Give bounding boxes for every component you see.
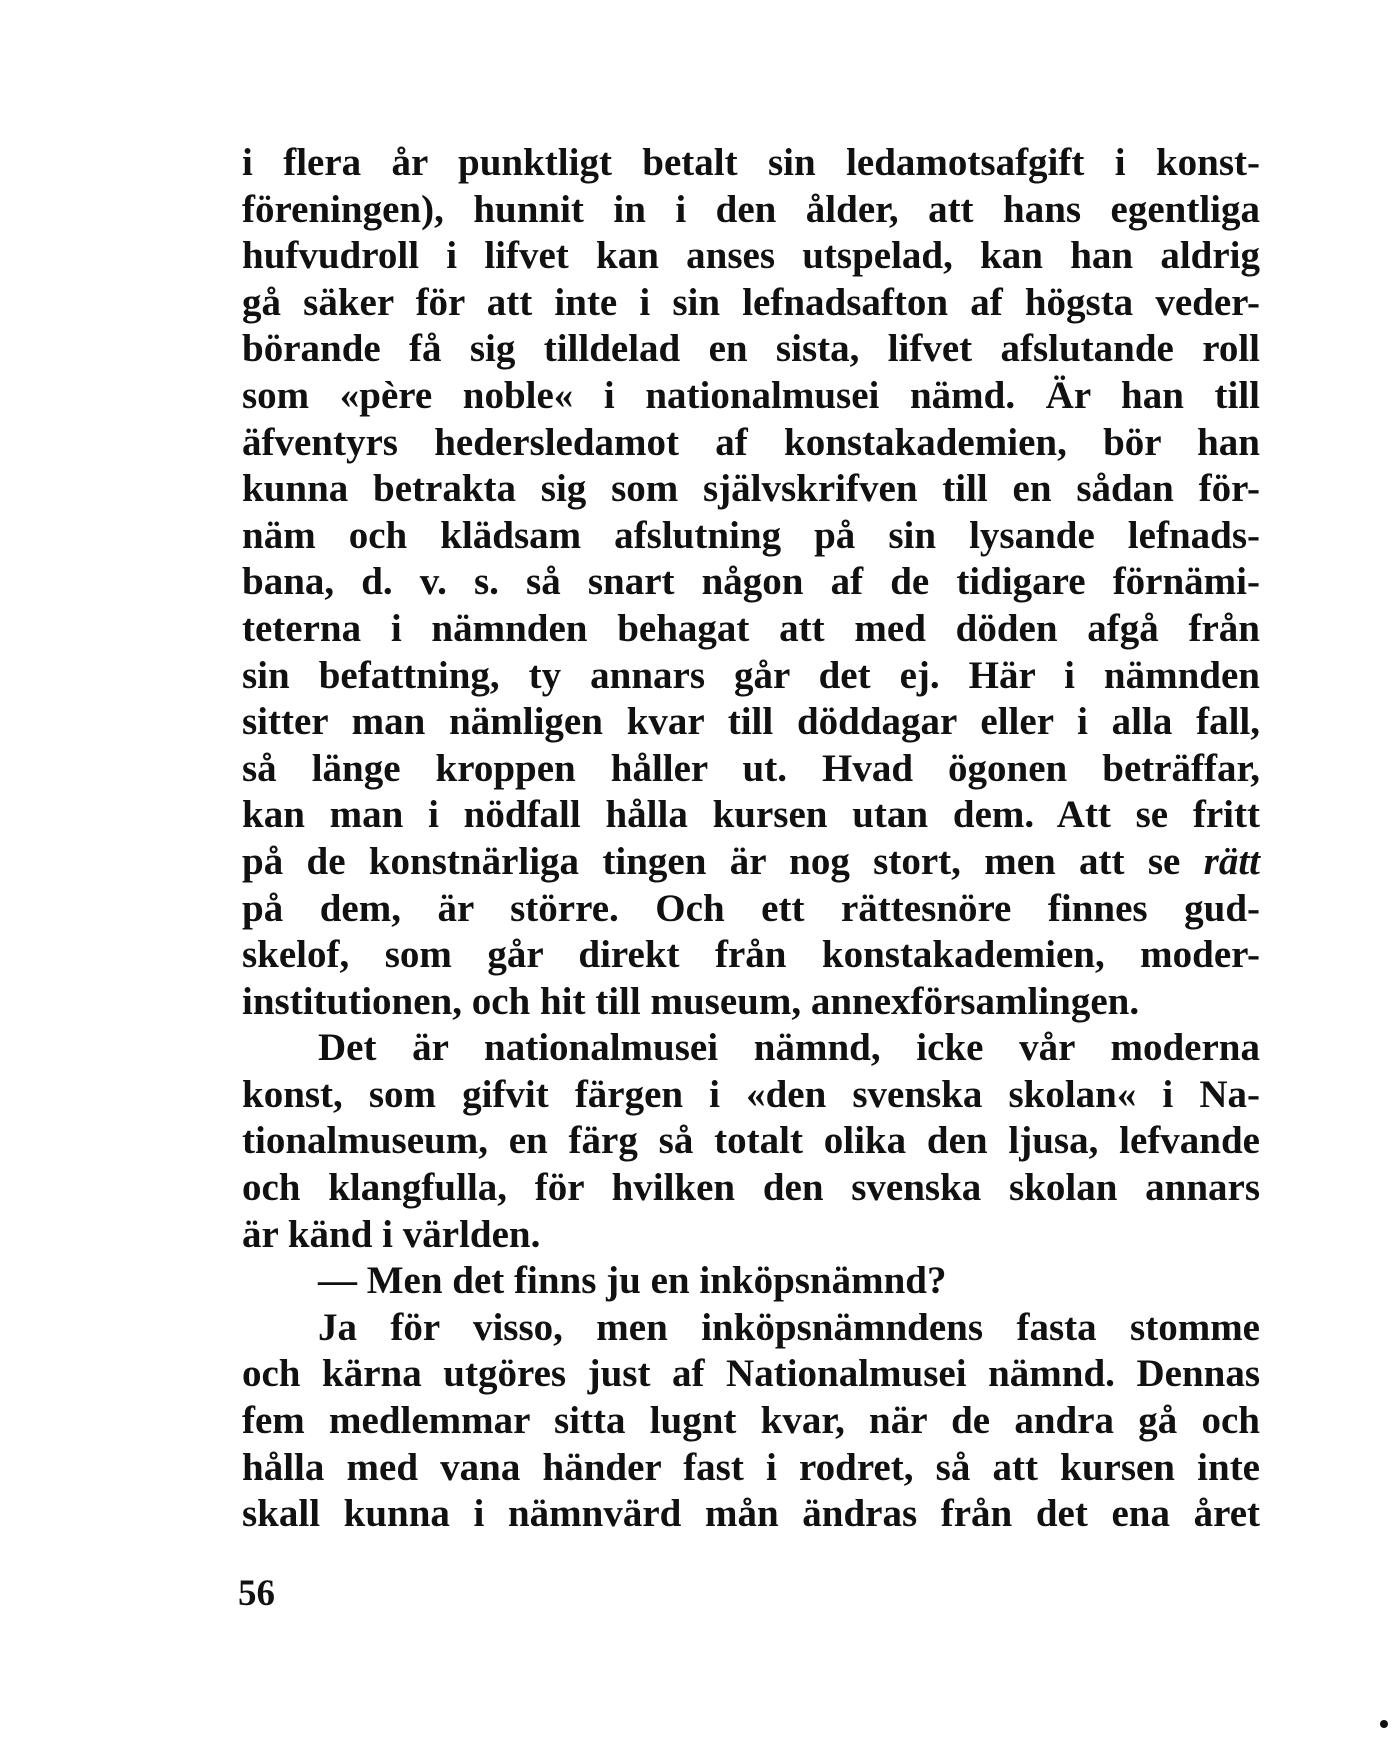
text-line: hufvudroll i lifvet kan anses utspelad, kan han aldrig bbox=[242, 234, 1260, 278]
text-line: börande få sig tilldelad en sista, lifvet afslutande roll bbox=[242, 327, 1260, 371]
text-line-segment: på de konstnärliga tingen är nog stort, men att se bbox=[242, 839, 1181, 883]
text-line: fem medlemmar sitta lugnt kvar, när de andra gå och bbox=[242, 1399, 1260, 1443]
text-line: sitter man nämligen kvar till döddagar eller i alla fall, bbox=[242, 700, 1260, 744]
text-line: sin befattning, ty annars går det ej. Här i nämnden bbox=[242, 653, 1260, 697]
text-line: bana, d. v. s. så snart någon af de tidigare förnämi- bbox=[242, 560, 1260, 604]
text-line: och klangfulla, för hvilken den svenska skolan annars bbox=[242, 1166, 1260, 1210]
text-line: kan man i nödfall hålla kursen utan dem. Att se fritt bbox=[242, 793, 1260, 837]
text-line: gå säker för att inte i sin lefnadsafton af högsta veder- bbox=[242, 280, 1260, 324]
paragraph-start-line: Ja för visso, men inköpsnämndens fasta stomme bbox=[318, 1305, 1260, 1349]
text-line: i flera år punktligt betalt sin ledamotsafgift i konst- bbox=[242, 141, 1260, 184]
text-line: konst, som gifvit färgen i «den svenska skolan« i Na- bbox=[242, 1072, 1260, 1116]
emphasis-word: rätt bbox=[1203, 839, 1261, 883]
text-line: så länge kroppen håller ut. Hvad ögonen beträffar, bbox=[242, 746, 1260, 790]
ink-speck bbox=[1380, 1720, 1388, 1728]
text-line: teterna i nämnden behagat att med döden afgå från bbox=[242, 606, 1260, 650]
text-line: näm och klädsam afslutning på sin lysande lefnads- bbox=[242, 513, 1260, 557]
text-line: institutionen, och hit till museum, annexförsamlingen. bbox=[242, 979, 1140, 1023]
text-line-with-emphasis bbox=[242, 839, 1260, 886]
text-line: tionalmuseum, en färg så totalt olika den ljusa, lefvande bbox=[242, 1119, 1260, 1163]
text-line: hålla med vana händer fast i rodret, så att kursen inte bbox=[242, 1445, 1260, 1489]
page-number: 56 bbox=[238, 1573, 275, 1614]
text-line: kunna betrakta sig som självskrifven till en sådan för- bbox=[242, 467, 1260, 511]
dialogue-line: — Men det finns ju en inköpsnämnd? bbox=[318, 1259, 947, 1303]
text-line: skall kunna i nämnvärd mån ändras från det ena året bbox=[242, 1492, 1260, 1536]
paragraph-start-line: Det är nationalmusei nämnd, icke vår moderna bbox=[318, 1026, 1260, 1070]
text-line: äfventyrs hedersledamot af konstakademien, bör han bbox=[242, 420, 1260, 464]
text-line: skelof, som går direkt från konstakademien, moder- bbox=[242, 933, 1260, 977]
text-body bbox=[242, 140, 1260, 1538]
text-line: är känd i världen. bbox=[242, 1212, 541, 1256]
text-line: på dem, är större. Och ett rättesnöre finnes gud- bbox=[242, 886, 1260, 930]
text-line: och kärna utgöres just af Nationalmusei nämnd. Dennas bbox=[242, 1352, 1260, 1396]
text-line: som «père noble« i nationalmusei nämd. Är han till bbox=[242, 373, 1260, 417]
text-line: föreningen), hunnit in i den ålder, att hans egentliga bbox=[242, 187, 1260, 231]
